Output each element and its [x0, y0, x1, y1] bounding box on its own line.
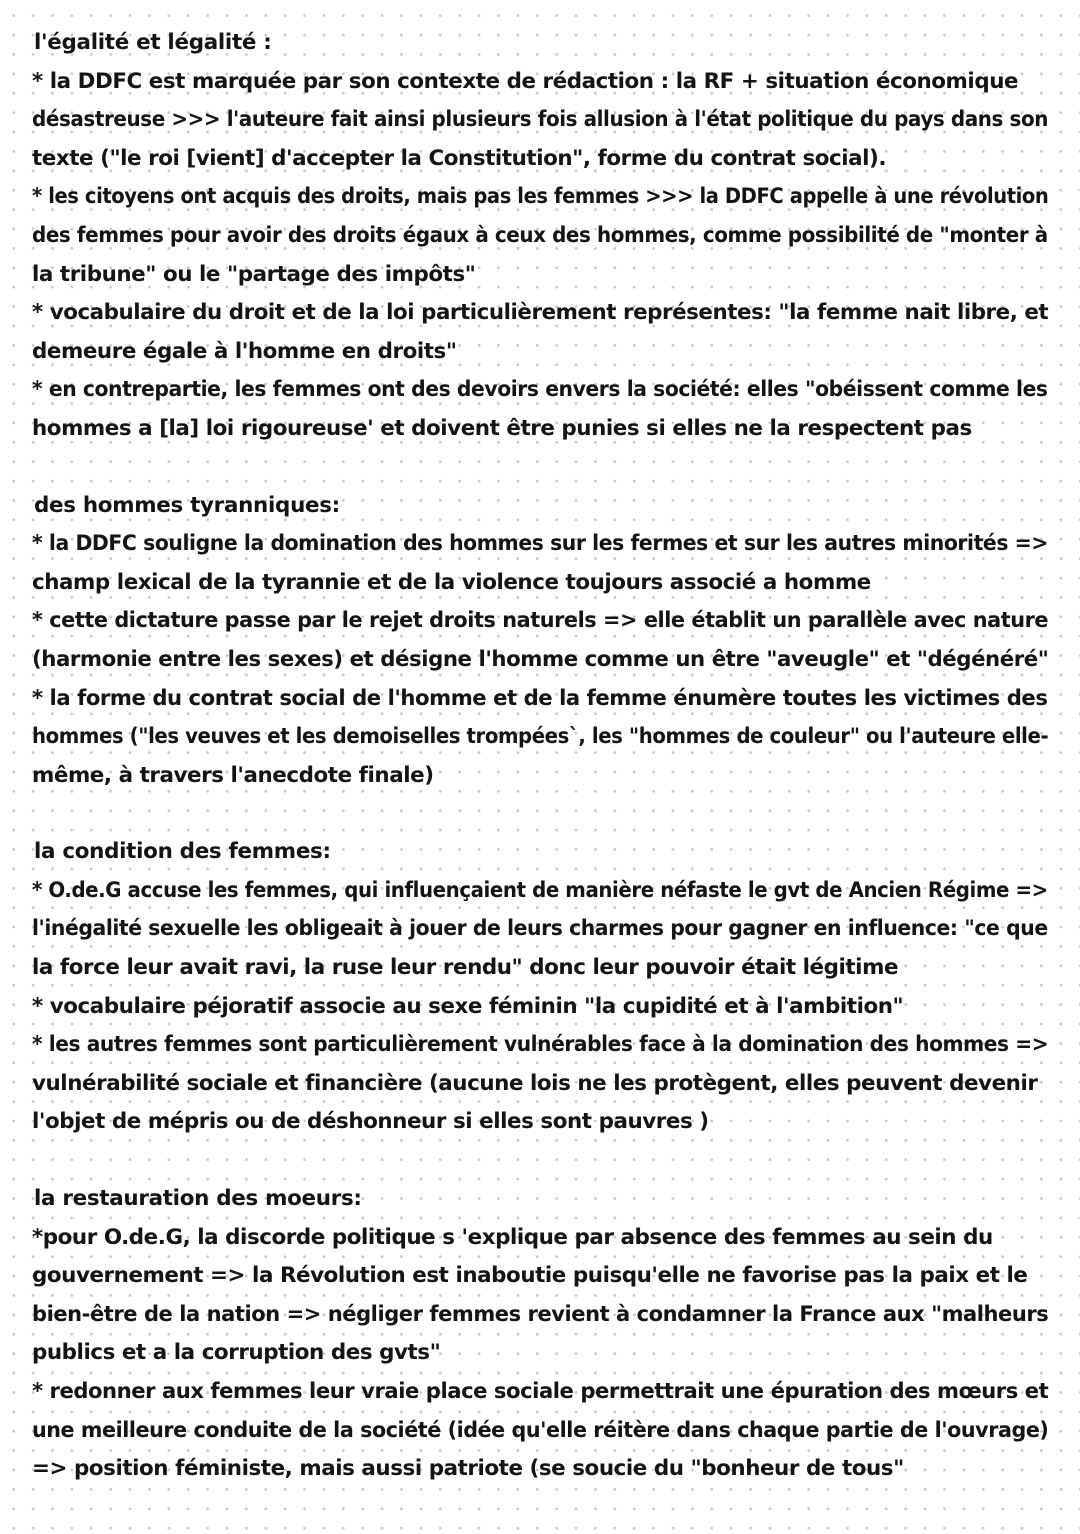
text-line: * la DDFC est marquée par son contexte de rédaction : la RF + situation économique — [32, 68, 1019, 94]
text-line: * redonner aux femmes leur vraie place sociale permettrait une épuration des mœurs et — [32, 1379, 1049, 1404]
text-line: vulnérabilité sociale et financière (aucune lois ne les protègent, elles peuvent devenir — [32, 1070, 1038, 1096]
text-line: texte ("le roi [vient] d'accepter la Constitution", forme du contrat social). — [32, 145, 887, 171]
text-line: une meilleure conduite de la société (idée qu'elle réitère dans chaque partie de l'ouvrage) — [32, 1417, 1049, 1443]
text-line: => position féministe, mais aussi patriote (se soucie du "bonheur de tous" — [32, 1456, 904, 1482]
text-line: * la DDFC souligne la domination des hommes sur les fermes et sur les autres minorités => — [32, 531, 1048, 557]
text-line: hommes ("les veuves et les demoiselles trompées`, les "hommes de couleur" ou l'auteure elle- — [32, 724, 1049, 750]
text-line: *pour O.de.G, la discorde politique s 'explique par absence des femmes au sein du — [32, 1224, 993, 1250]
text-line: gouvernement => la Révolution est inaboutie puisqu'elle ne favorise pas la paix et le — [32, 1263, 1028, 1289]
section-restauration-moeurs — [32, 1180, 1052, 1489]
text-line: * la forme du contrat social de l'homme et de la femme énumère toutes les victimes des — [32, 685, 1048, 711]
text-line: des femmes pour avoir des droits égaux à ceux des hommes, comme possibilité de "monter à — [32, 222, 1048, 248]
section-heading: la restauration des moeurs: — [33, 1186, 362, 1212]
section-egalite-legalite — [32, 24, 1052, 449]
text-line: demeure égale à l'homme en droits" — [32, 338, 457, 364]
text-line: * vocabulaire péjoratif associe au sexe féminin "la cupidité et à l'ambition" — [32, 993, 904, 1019]
text-line: même, à travers l'anecdote finale) — [32, 762, 434, 788]
section-heading: l'égalité et légalité : — [33, 30, 272, 55]
text-line: la force leur avait ravi, la ruse leur rendu" donc leur pouvoir était légitime — [32, 955, 899, 981]
text-line: la tribune" ou le "partage des impôts" — [32, 261, 476, 287]
section-heading: des hommes tyranniques: — [33, 492, 340, 518]
text-line: bien-être de la nation => négliger femmes revient à condamner la France aux "malheurs — [32, 1301, 1049, 1327]
text-line: * les autres femmes sont particulièrement vulnérables face à la domination des hommes => — [32, 1032, 1049, 1058]
section-heading: la condition des femmes: — [33, 839, 331, 865]
text-line: * en contrepartie, les femmes ont des devoirs envers la société: elles "obéissent comme les — [32, 377, 1048, 403]
text-line: l'objet de mépris ou de déshonneur si elles sont pauvres ) — [32, 1109, 709, 1135]
text-line: * cette dictature passe par le rejet droits naturels => elle établit un parallèle avec nature — [32, 608, 1049, 634]
text-line: * vocabulaire du droit et de la loi particulièrement représentes: "la femme nait libre, et — [32, 300, 1049, 326]
section-hommes-tyranniques — [32, 487, 1052, 796]
text-line: publics et a la corruption des gvts" — [32, 1340, 441, 1366]
text-line: l'inégalité sexuelle les obligeait à jouer de leurs charmes pour gagner en influence: "ce que — [32, 916, 1048, 942]
text-line: (harmonie entre les sexes) et désigne l'homme comme un être "aveugle" et "dégénéré" — [32, 646, 1049, 672]
section-condition-femmes — [32, 833, 1052, 1142]
text-line: champ lexical de la tyrannie et de la violence toujours associé a homme — [32, 569, 871, 595]
handwritten-notes-page — [32, 24, 1052, 1527]
text-line: * les citoyens ont acquis des droits, mais pas les femmes >>> la DDFC appelle à une révolution — [32, 184, 1049, 210]
text-line: hommes a [la] loi rigoureuse' et doivent être punies si elles ne la respectent pas — [32, 415, 972, 441]
text-line: désastreuse >>> l'auteure fait ainsi plusieurs fois allusion à l'état politique du pays dans son — [32, 107, 1048, 133]
text-line: * O.de.G accuse les femmes, qui influençaient de manière néfaste le gvt de Ancien Régime => — [32, 877, 1048, 903]
